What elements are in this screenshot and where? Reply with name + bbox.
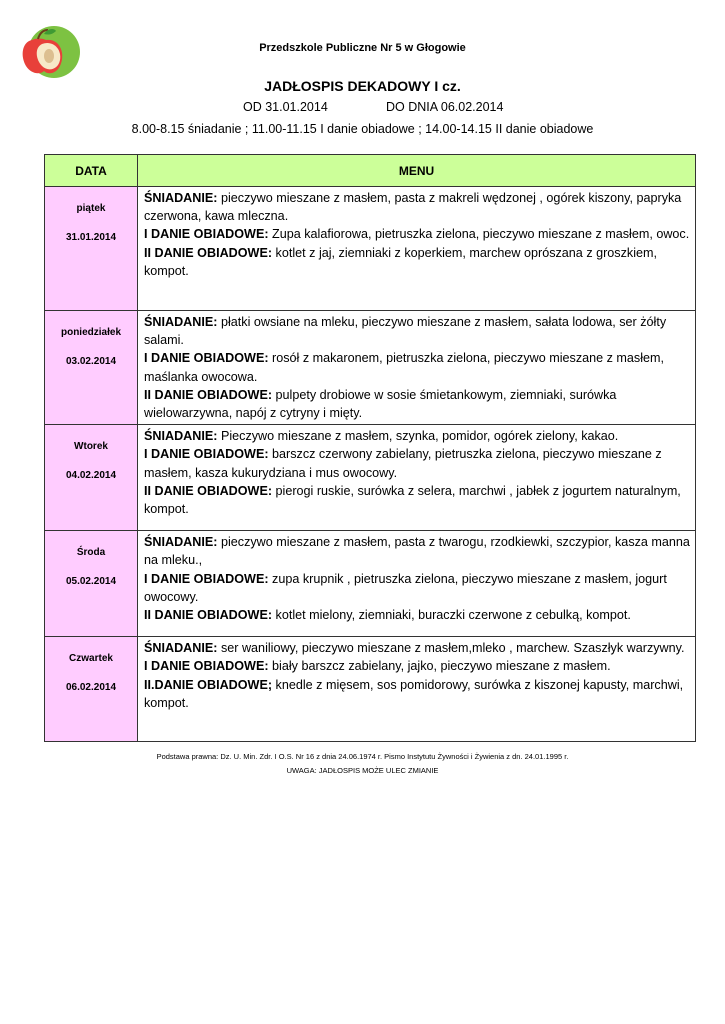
lunch1-label: I DANIE OBIADOWE: — [144, 227, 269, 242]
change-notice: UWAGA: JADŁOSPIS MOŻE ULEC ZMIANIE — [286, 766, 439, 775]
page-title: JADŁOSPIS DEKADOWY I cz. — [264, 78, 461, 94]
day-date: 03.02.2014 — [65, 356, 117, 367]
table-row — [45, 311, 696, 425]
lunch2-label: II.DANIE OBIADOWE; — [144, 677, 273, 692]
day-cell — [45, 531, 138, 637]
lunch1-text: zupa krupnik , pietruszka zielona, pieczywo mieszane z masłem, jogurt owocowy. — [144, 571, 667, 604]
menu-cell — [138, 187, 696, 311]
lunch2-text: knedle z mięsem, sos pomidorowy, surówka z kiszonej kapusty, marchwi, kompot. — [144, 677, 684, 710]
menu-cell — [138, 311, 696, 425]
lunch1-label: I DANIE OBIADOWE: — [144, 351, 269, 366]
breakfast-text: pieczywo mieszane z masłem, pasta z twarogu, rzodkiewki, szczypior, kasza manna na mleku., — [144, 535, 690, 568]
date-from: OD 31.01.2014 — [243, 100, 328, 114]
table-row — [45, 531, 696, 637]
lunch2-text: pulpety drobiowe w sosie śmietankowym, ziemniaki, surówka wielowarzywna, napój z cytryny i mięty. — [144, 387, 617, 421]
header-menu: MENU — [138, 155, 696, 187]
day-date: 05.02.2014 — [65, 576, 117, 588]
day-name: Wtorek — [74, 441, 108, 453]
table-row — [45, 637, 696, 742]
lunch1-label: I DANIE OBIADOWE: — [144, 447, 269, 462]
header-date: DATA — [45, 155, 138, 187]
table-row — [45, 425, 696, 531]
breakfast-label: ŚNIADANIE: — [144, 641, 218, 656]
day-cell — [45, 187, 138, 311]
day-cell — [45, 425, 138, 531]
day-cell — [45, 311, 138, 425]
menu-table — [44, 154, 696, 742]
day-name: Czwartek — [69, 653, 113, 665]
day-name: poniedziałek — [60, 327, 121, 338]
breakfast-label: ŚNIADANIE: — [144, 429, 218, 444]
date-to: DO DNIA 06.02.2014 — [386, 100, 504, 114]
lunch1-text: biały barszcz zabielany, jajko, pieczywo mieszane z masłem. — [268, 659, 611, 674]
lunch1-label: I DANIE OBIADOWE: — [144, 659, 269, 674]
lunch2-text: kotlet z jaj, ziemniaki z koperkiem, marchew oprószana z groszkiem, kompot. — [144, 245, 657, 278]
lunch2-label: II DANIE OBIADOWE: — [144, 245, 273, 260]
day-date: 04.02.2014 — [65, 470, 117, 482]
legal-basis: Podstawa prawna: Dz. U. Min. Zdr. I O.S. Nr 16 z dnia 24.06.1974 r. Pismo Instytutu Żywności i Żywienia z dn. 24.01.1995 r. — [156, 752, 569, 761]
menu-cell — [138, 531, 696, 637]
table-row — [45, 187, 696, 311]
day-name: piątek — [76, 203, 106, 214]
menu-cell — [138, 637, 696, 742]
breakfast-text: Pieczywo mieszane z masłem, szynka, pomidor, ogórek zielony, kakao. — [217, 429, 619, 444]
meal-hours: 8.00-8.15 śniadanie ; 11.00-11.15 I danie obiadowe ; 14.00-14.15 II danie obiadowe — [131, 122, 594, 136]
menu-cell — [138, 425, 696, 531]
breakfast-label: ŚNIADANIE: — [144, 315, 218, 329]
breakfast-label: ŚNIADANIE: — [144, 191, 218, 205]
day-date: 31.01.2014 — [65, 232, 117, 243]
table-header-row — [45, 155, 696, 187]
lunch1-text: Zupa kalafiorowa, pietruszka zielona, pieczywo mieszane z masłem, owoc. — [268, 227, 690, 242]
lunch1-text: rosół z makaronem, pietruszka zielona, pieczywo mieszane z masłem, maślanka owocowa. — [144, 351, 665, 384]
lunch2-label: II DANIE OBIADOWE: — [144, 387, 273, 402]
lunch2-label: II DANIE OBIADOWE: — [144, 608, 273, 623]
breakfast-label: ŚNIADANIE: — [144, 535, 218, 550]
lunch1-label: I DANIE OBIADOWE: — [144, 571, 269, 586]
day-cell — [45, 637, 138, 742]
school-name: Przedszkole Publiczne Nr 5 w Głogowie — [259, 42, 466, 54]
lunch2-text: pierogi ruskie, surówka z selera, marchwi , jabłek z jogurtem naturalnym, kompot. — [144, 483, 681, 517]
breakfast-text: ser waniliowy, pieczywo mieszane z masłem,mleko , marchew. Szaszłyk warzywny. — [217, 641, 685, 656]
lunch1-text: barszcz czerwony zabielany, pietruszka zielona, pieczywo mieszane z masłem, kasza kukurydziana i mus owocowy. — [144, 447, 662, 480]
day-date: 06.02.2014 — [65, 682, 117, 694]
lunch2-label: II DANIE OBIADOWE: — [144, 483, 273, 498]
day-name: Środa — [76, 547, 106, 559]
breakfast-text: pieczywo mieszane z masłem, pasta z makreli wędzonej , ogórek kiszony, papryka czerwona, kawa mleczna. — [144, 191, 682, 224]
lunch2-text: kotlet mielony, ziemniaki, buraczki czerwone z cebulką, kompot. — [272, 608, 631, 623]
breakfast-text: płatki owsiane na mleku, pieczywo mieszane z masłem, sałata lodowa, ser żółty salami. — [144, 315, 667, 348]
